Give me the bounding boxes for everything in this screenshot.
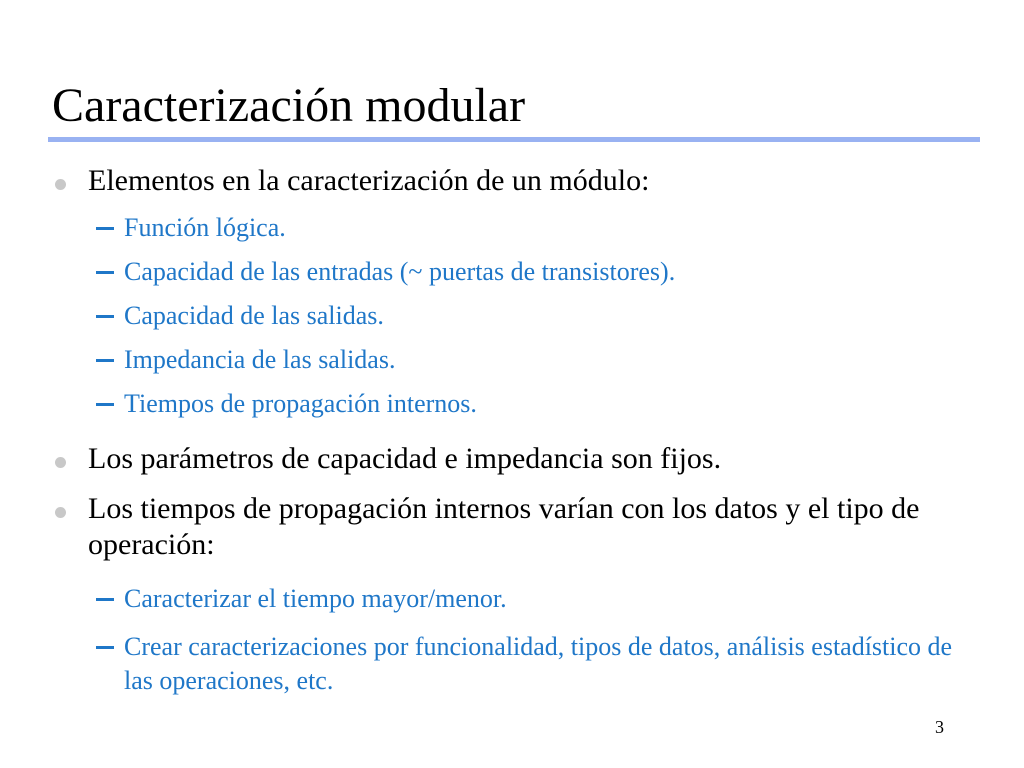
bullet-2: Los parámetros de capacidad e impedancia son fijos. — [88, 442, 722, 475]
bullet-1: Elementos en la caracterización de un módulo: — [88, 164, 650, 197]
bullet-dot-icon — [55, 457, 66, 468]
dash-icon — [96, 598, 114, 601]
slide-title: Caracterización modular — [52, 79, 526, 132]
sub-bullet-1-2: Capacidad de las entradas (~ puertas de transistores). — [124, 257, 676, 286]
dash-icon — [96, 646, 114, 649]
sub-bullet-3-1: Caracterizar el tiempo mayor/menor. — [124, 584, 507, 613]
sub-bullet-1-3: Capacidad de las salidas. — [124, 301, 384, 330]
dash-icon — [96, 315, 114, 318]
sub-bullet-1-1: Función lógica. — [124, 213, 286, 242]
sub-bullet-1-4: Impedancia de las salidas. — [124, 345, 396, 374]
dash-icon — [96, 271, 114, 274]
sub-bullet-3-2: Crear caracterizaciones por funcionalidad, tipos de datos, análisis estadístico de las operaciones, etc. — [124, 632, 953, 695]
bullet-dot-icon — [55, 507, 66, 518]
dash-icon — [96, 359, 114, 362]
dash-icon — [96, 403, 114, 406]
bullet-3: Los tiempos de propagación internos varían con los datos y el tipo de operación: — [88, 492, 920, 561]
dash-icon — [96, 227, 114, 230]
page-number: 3 — [935, 717, 944, 737]
bullet-dot-icon — [55, 179, 66, 190]
sub-bullet-1-5: Tiempos de propagación internos. — [124, 389, 477, 418]
